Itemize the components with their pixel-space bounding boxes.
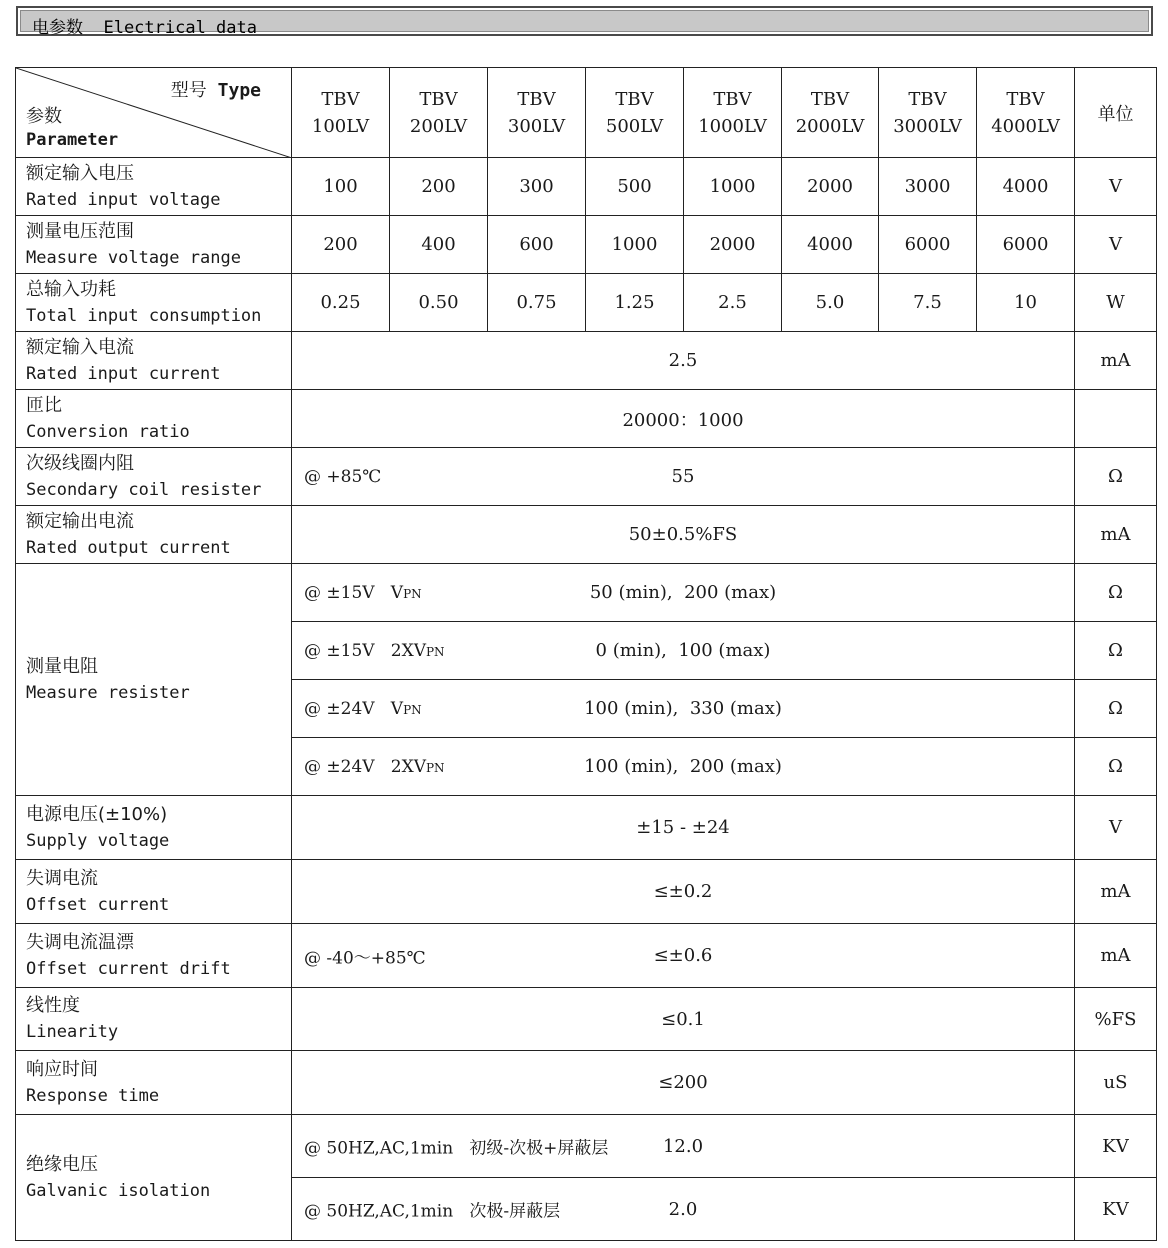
unit-cell: V bbox=[1075, 796, 1157, 860]
unit-cell: KV bbox=[1075, 1115, 1157, 1178]
table-row bbox=[16, 216, 1157, 274]
unit-cell: KV bbox=[1075, 1178, 1157, 1241]
value-cell: 0.75 bbox=[488, 274, 586, 332]
unit-cell: Ω bbox=[1075, 564, 1157, 622]
value-cell: 0.50 bbox=[390, 274, 488, 332]
param-cell: 次级线圈内阻 Secondary coil resister bbox=[16, 448, 292, 506]
value-cell: 6000 bbox=[879, 216, 977, 274]
param-label-en: Parameter bbox=[26, 130, 119, 150]
unit-cell: Ω bbox=[1075, 680, 1157, 738]
param-cell: 失调电流 Offset current bbox=[16, 860, 292, 924]
condition-text: @ ±24V 2XVPN bbox=[304, 756, 445, 777]
type-label bbox=[171, 76, 261, 102]
merged-value-cell: @ -40～+85℃ ≤±0.6 bbox=[292, 924, 1075, 988]
model-header: TBV 4000LV bbox=[977, 68, 1075, 158]
merged-value-cell: ≤±0.2 bbox=[292, 860, 1075, 924]
model-header: TBV 200LV bbox=[390, 68, 488, 158]
unit-cell: mA bbox=[1075, 332, 1157, 390]
value-cell: 200 bbox=[292, 216, 390, 274]
condition-text: @ 50HZ,AC,1min 次极-屏蔽层 bbox=[304, 1201, 561, 1222]
type-label-en: Type bbox=[217, 80, 261, 101]
param-cell: 测量电阻 Measure resister bbox=[16, 564, 292, 796]
condition-text: @ +85℃ bbox=[304, 466, 382, 487]
merged-value-cell: @ +85℃ 55 bbox=[292, 448, 1075, 506]
merged-value-cell: 2.5 bbox=[292, 332, 1075, 390]
value-cell: 4000 bbox=[977, 158, 1075, 216]
value-cell: 2000 bbox=[782, 158, 879, 216]
header-row bbox=[16, 68, 1157, 158]
merged-value-cell: @ ±24V 2XVPN 100 (min), 200 (max) bbox=[292, 738, 1075, 796]
merged-value-cell: 20000：1000 bbox=[292, 390, 1075, 448]
merged-value-cell: 50±0.5%FS bbox=[292, 506, 1075, 564]
table-row bbox=[16, 924, 1157, 988]
param-cell: 额定输入电流 Rated input current bbox=[16, 332, 292, 390]
merged-value-cell: ±15 - ±24 bbox=[292, 796, 1075, 860]
param-cell: 总输入功耗 Total input consumption bbox=[16, 274, 292, 332]
param-cell: 测量电压范围 Measure voltage range bbox=[16, 216, 292, 274]
unit-cell: Ω bbox=[1075, 622, 1157, 680]
model-header: TBV 500LV bbox=[586, 68, 684, 158]
unit-cell: Ω bbox=[1075, 738, 1157, 796]
value-cell: 600 bbox=[488, 216, 586, 274]
model-header: TBV 3000LV bbox=[879, 68, 977, 158]
param-label-zh: 参数 bbox=[26, 106, 62, 127]
unit-cell: %FS bbox=[1075, 988, 1157, 1051]
value-cell: 400 bbox=[390, 216, 488, 274]
unit-cell: mA bbox=[1075, 860, 1157, 924]
table-row bbox=[16, 988, 1157, 1051]
condition-text: @ ±24V VPN bbox=[304, 698, 422, 719]
model-header: TBV 1000LV bbox=[684, 68, 782, 158]
table-row bbox=[16, 1115, 1157, 1178]
param-cell: 匝比 Conversion ratio bbox=[16, 390, 292, 448]
value-cell: 200 bbox=[390, 158, 488, 216]
value-cell: 2000 bbox=[684, 216, 782, 274]
merged-value-cell: ≤0.1 bbox=[292, 988, 1075, 1051]
unit-cell: V bbox=[1075, 216, 1157, 274]
param-cell: 绝缘电压 Galvanic isolation bbox=[16, 1115, 292, 1241]
table-row bbox=[16, 158, 1157, 216]
unit-cell: V bbox=[1075, 158, 1157, 216]
table-row bbox=[16, 332, 1157, 390]
value-cell: 10 bbox=[977, 274, 1075, 332]
param-cell: 失调电流温漂 Offset current drift bbox=[16, 924, 292, 988]
table-row bbox=[16, 390, 1157, 448]
merged-value-cell: @ ±15V 2XVPN 0 (min), 100 (max) bbox=[292, 622, 1075, 680]
condition-text: @ ±15V VPN bbox=[304, 582, 422, 603]
unit-cell bbox=[1075, 390, 1157, 448]
value-cell: 100 bbox=[292, 158, 390, 216]
condition-text: @ 50HZ,AC,1min 初级-次极+屏蔽层 bbox=[304, 1138, 609, 1159]
table-row bbox=[16, 274, 1157, 332]
unit-cell: mA bbox=[1075, 506, 1157, 564]
table-row bbox=[16, 860, 1157, 924]
merged-value-cell: @ ±15V VPN 50 (min), 200 (max) bbox=[292, 564, 1075, 622]
param-cell: 额定输出电流 Rated output current bbox=[16, 506, 292, 564]
condition-text: @ ±15V 2XVPN bbox=[304, 640, 445, 661]
unit-header: 单位 bbox=[1075, 68, 1157, 158]
param-cell: 电源电压(±10%) Supply voltage bbox=[16, 796, 292, 860]
model-header: TBV 2000LV bbox=[782, 68, 879, 158]
value-cell: 1.25 bbox=[586, 274, 684, 332]
merged-value-cell: @ ±24V VPN 100 (min), 330 (max) bbox=[292, 680, 1075, 738]
section-header bbox=[16, 6, 1153, 36]
merged-value-cell: @ 50HZ,AC,1min 次极-屏蔽层 2.0 bbox=[292, 1178, 1075, 1241]
value-cell: 500 bbox=[586, 158, 684, 216]
value-cell: 4000 bbox=[782, 216, 879, 274]
type-label-zh: 型号 bbox=[170, 80, 207, 101]
table-row bbox=[16, 1051, 1157, 1115]
section-title: 电参数 Electrical data bbox=[32, 18, 257, 38]
table-row bbox=[16, 506, 1157, 564]
unit-cell: W bbox=[1075, 274, 1157, 332]
unit-cell: Ω bbox=[1075, 448, 1157, 506]
corner-cell bbox=[16, 68, 292, 158]
model-header: TBV 300LV bbox=[488, 68, 586, 158]
table-row bbox=[16, 448, 1157, 506]
condition-text: @ -40～+85℃ bbox=[304, 948, 426, 968]
model-header: TBV 100LV bbox=[292, 68, 390, 158]
value-cell: 1000 bbox=[586, 216, 684, 274]
unit-cell: mA bbox=[1075, 924, 1157, 988]
table-row bbox=[16, 564, 1157, 622]
value-cell: 6000 bbox=[977, 216, 1075, 274]
value-cell: 1000 bbox=[684, 158, 782, 216]
electrical-data-table bbox=[15, 67, 1157, 1241]
value-cell: 3000 bbox=[879, 158, 977, 216]
param-cell: 线性度 Linearity bbox=[16, 988, 292, 1051]
value-cell: 0.25 bbox=[292, 274, 390, 332]
value-cell: 7.5 bbox=[879, 274, 977, 332]
merged-value-cell: ≤200 bbox=[292, 1051, 1075, 1115]
value-cell: 2.5 bbox=[684, 274, 782, 332]
param-cell: 额定输入电压 Rated input voltage bbox=[16, 158, 292, 216]
table-row bbox=[16, 796, 1157, 860]
value-cell: 300 bbox=[488, 158, 586, 216]
value-cell: 5.0 bbox=[782, 274, 879, 332]
param-cell: 响应时间 Response time bbox=[16, 1051, 292, 1115]
unit-cell: uS bbox=[1075, 1051, 1157, 1115]
merged-value-cell: @ 50HZ,AC,1min 初级-次极+屏蔽层 12.0 bbox=[292, 1115, 1075, 1178]
